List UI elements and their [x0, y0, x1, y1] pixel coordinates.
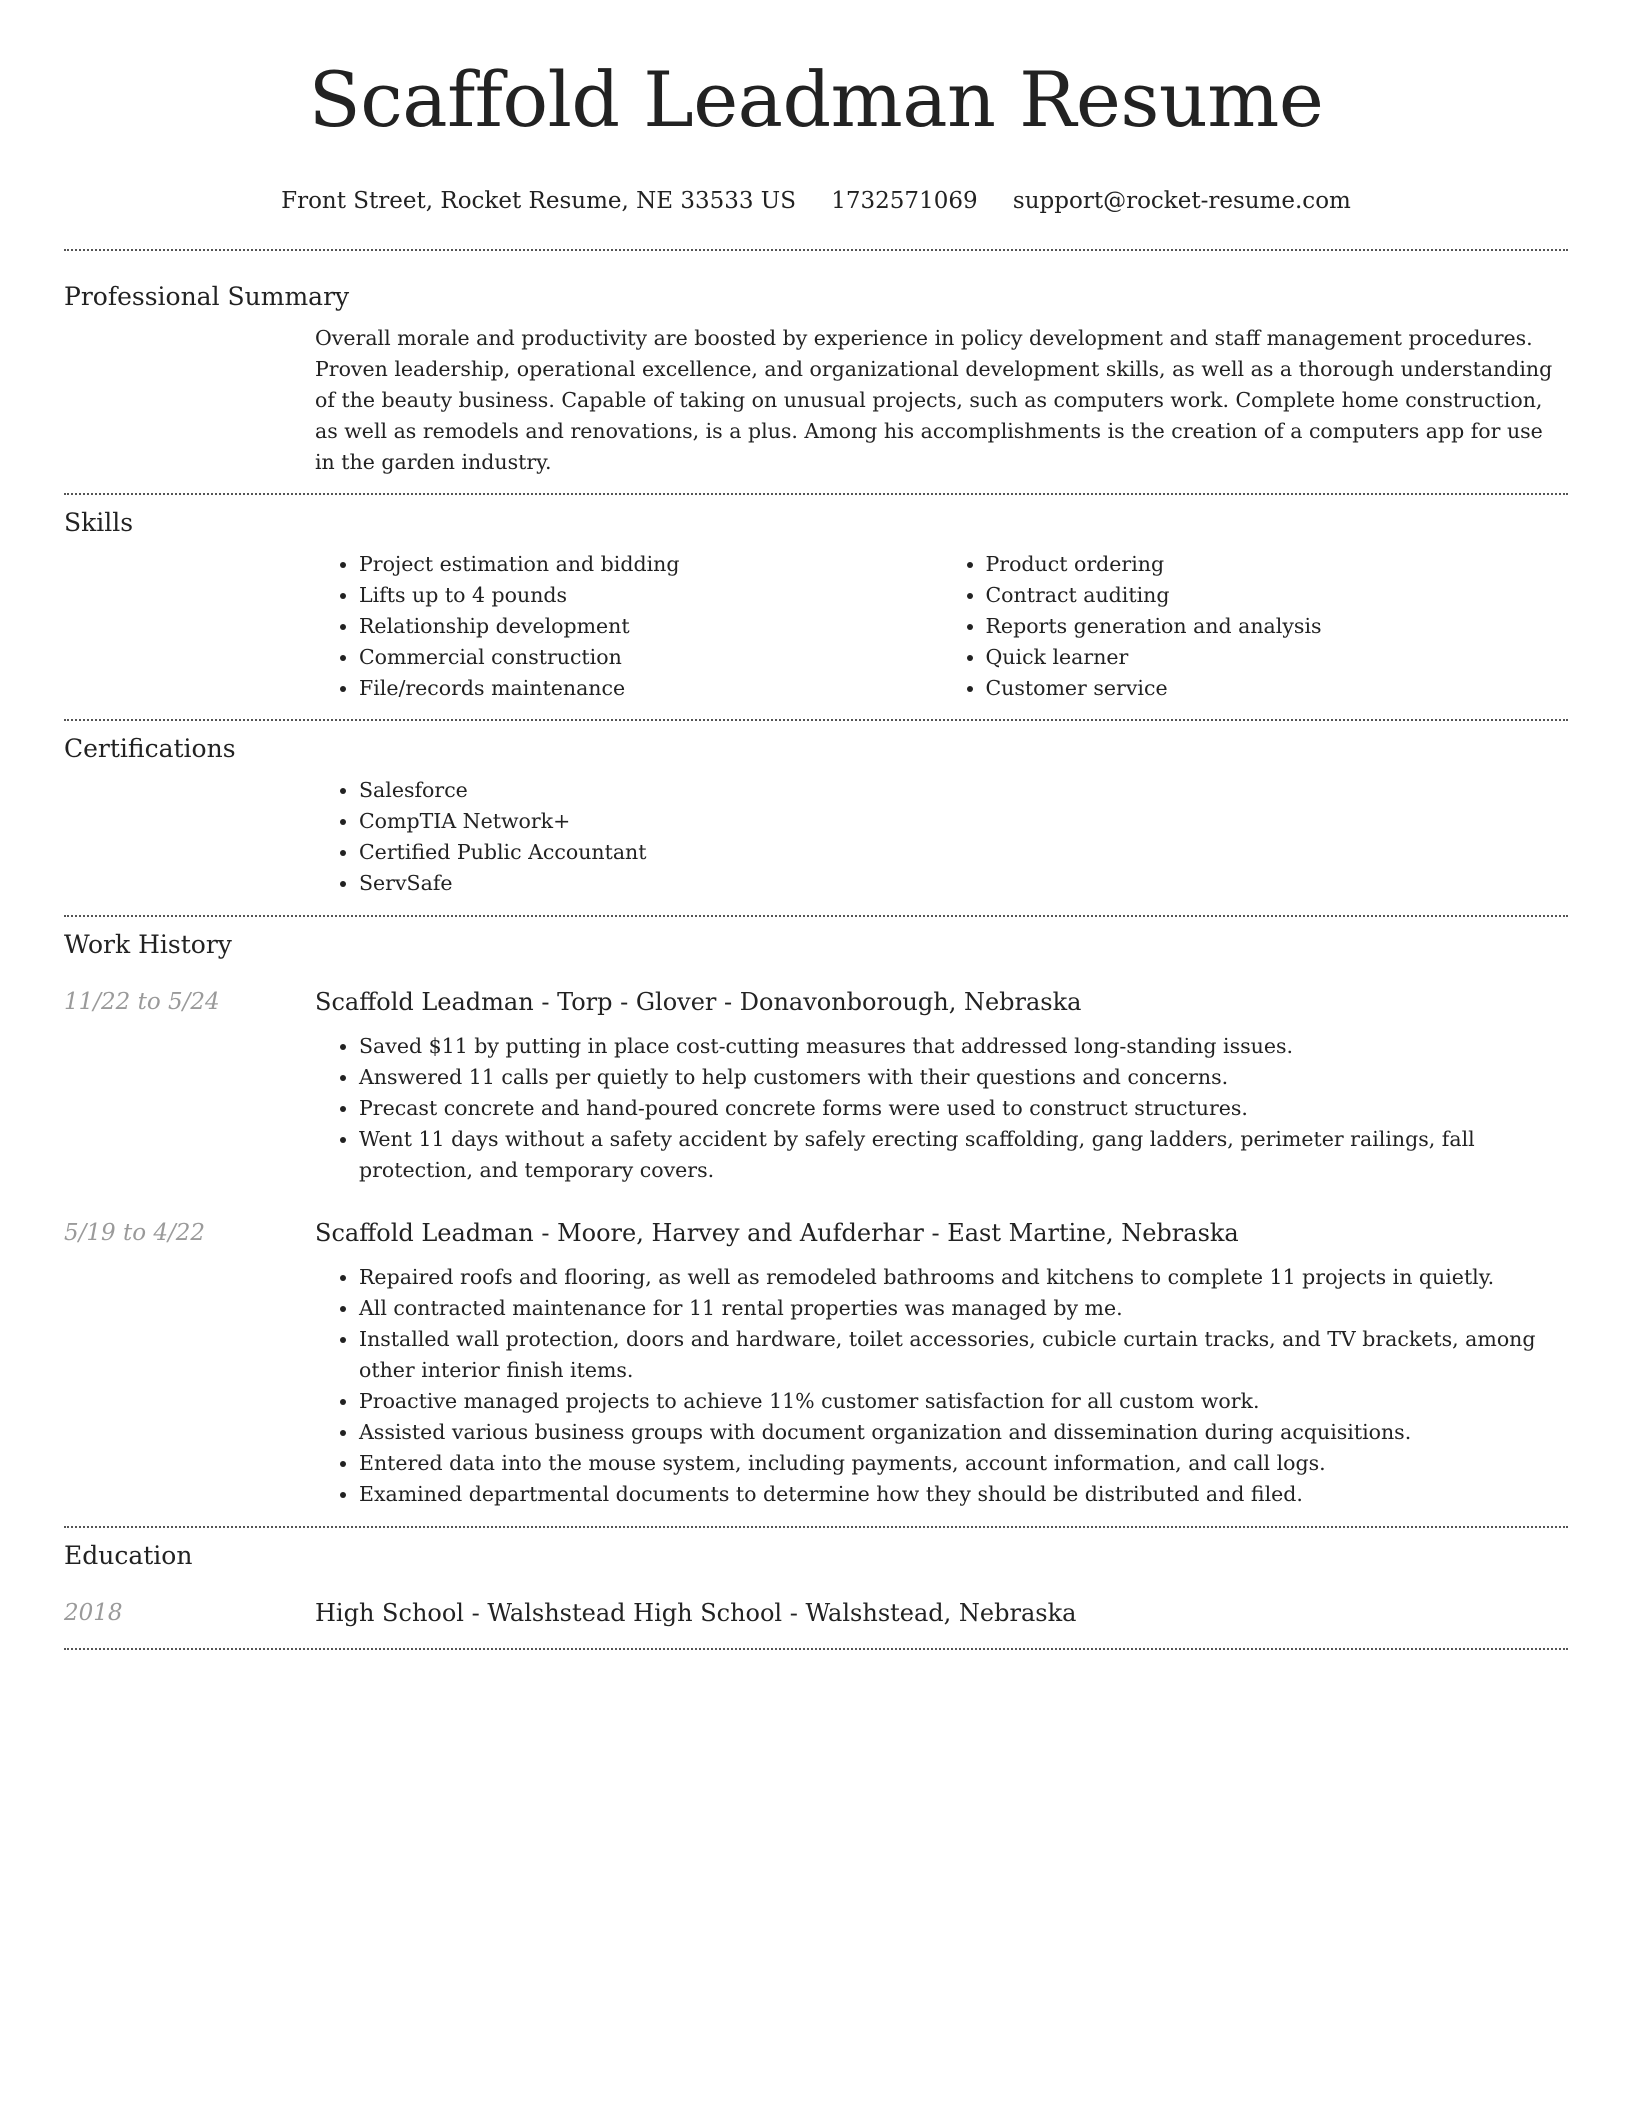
job-entry — [64, 1218, 1568, 1248]
contact-line — [64, 186, 1568, 216]
education-heading: High School - Walshstead High School - Walshstead, Nebraska — [315, 1599, 1077, 1627]
divider — [64, 249, 1568, 251]
job-bullets — [315, 1262, 1568, 1510]
skill-item: • Commercial construction — [359, 642, 942, 673]
certifications-list — [315, 775, 1568, 899]
contact-email: support@rocket-resume.com — [1012, 188, 1351, 214]
job-bullet: • Went 11 days without a safety accident by safely erecting scaffolding, gang ladders, perimeter railings, fall protection, and temporary covers. — [359, 1124, 1568, 1186]
skill-item: • Lifts up to 4 pounds — [359, 580, 942, 611]
job-bullet: • Installed wall protection, doors and hardware, toilet accessories, cubicle curtain tracks, and TV brackets, among other interior finish items. — [359, 1324, 1568, 1386]
job-bullet-list — [315, 1262, 1568, 1510]
summary-content — [315, 323, 1568, 478]
divider — [64, 1526, 1568, 1528]
job-date: 5/19 to 4/22 — [64, 1220, 206, 1246]
job-bullet: • Repaired roofs and flooring, as well as remodeled bathrooms and kitchens to complete 11 projects in quietly. — [359, 1262, 1568, 1293]
skills-column-right — [942, 549, 1569, 704]
resume-title: Scaffold Leadman Resume — [308, 55, 1324, 144]
skills-list — [315, 549, 1568, 704]
job-bullet: • Proactive managed projects to achieve 11% customer satisfaction for all custom work. — [359, 1386, 1568, 1417]
job-bullet: • All contracted maintenance for 11 rental properties was managed by me. — [359, 1293, 1568, 1324]
education-date: 2018 — [64, 1600, 123, 1626]
job-bullet: • Saved $11 by putting in place cost-cutting measures that addressed long-standing issues. — [359, 1031, 1568, 1062]
divider — [64, 719, 1568, 721]
job-heading: Scaffold Leadman - Torp - Glover - Donavonborough, Nebraska — [315, 988, 1082, 1016]
skill-item: • Customer service — [986, 673, 1569, 704]
education-entry — [64, 1598, 1568, 1628]
certifications-bullets — [315, 775, 1568, 899]
certification-item: • ServSafe — [359, 868, 1568, 899]
certification-item: • Certified Public Accountant — [359, 837, 1568, 868]
job-heading: Scaffold Leadman - Moore, Harvey and Aufderhar - East Martine, Nebraska — [315, 1219, 1239, 1247]
job-bullet-list — [315, 1031, 1568, 1186]
divider — [64, 915, 1568, 917]
divider — [64, 1648, 1568, 1650]
skill-item: • Contract auditing — [986, 580, 1569, 611]
skill-item: • Reports generation and analysis — [986, 611, 1569, 642]
section-title-summary: Professional Summary — [64, 282, 350, 311]
section-title-certifications: Certifications — [64, 734, 236, 763]
certification-item: • CompTIA Network+ — [359, 806, 1568, 837]
skills-column-left — [315, 549, 942, 704]
skill-item: • Project estimation and bidding — [359, 549, 942, 580]
contact-phone: 1732571069 — [831, 188, 978, 214]
job-date: 11/22 to 5/24 — [64, 989, 220, 1015]
job-bullets — [315, 1031, 1568, 1186]
section-title-skills: Skills — [64, 508, 134, 537]
job-bullet: • Answered 11 calls per quietly to help customers with their questions and concerns. — [359, 1062, 1568, 1093]
divider — [64, 493, 1568, 495]
section-title-work-history: Work History — [64, 930, 232, 959]
skill-item: • File/records maintenance — [359, 673, 942, 704]
job-bullet: • Precast concrete and hand-poured concrete forms were used to construct structures. — [359, 1093, 1568, 1124]
section-title-education: Education — [64, 1541, 193, 1570]
summary-text: Overall morale and productivity are boosted by experience in policy development and staff management procedures. Proven leadership, operational excellence, and organizational development skills, as well as a thorough understanding of the beauty business. Capable of taking on unusual projects, such as computers work. Complete home construction, as well as remodels and renovations, is a plus. Among his accomplishments is the creation of a computers app for use in the garden industry. — [315, 326, 1553, 474]
job-bullet: • Assisted various business groups with document organization and dissemination during acquisitions. — [359, 1417, 1568, 1448]
skill-item: • Quick learner — [986, 642, 1569, 673]
certification-item: • Salesforce — [359, 775, 1568, 806]
skill-item: • Product ordering — [986, 549, 1569, 580]
job-bullet: • Examined departmental documents to determine how they should be distributed and filed. — [359, 1479, 1568, 1510]
contact-address: Front Street, Rocket Resume, NE 33533 US — [281, 188, 796, 214]
skill-item: • Relationship development — [359, 611, 942, 642]
job-bullet: • Entered data into the mouse system, including payments, account information, and call logs. — [359, 1448, 1568, 1479]
job-entry — [64, 987, 1568, 1017]
